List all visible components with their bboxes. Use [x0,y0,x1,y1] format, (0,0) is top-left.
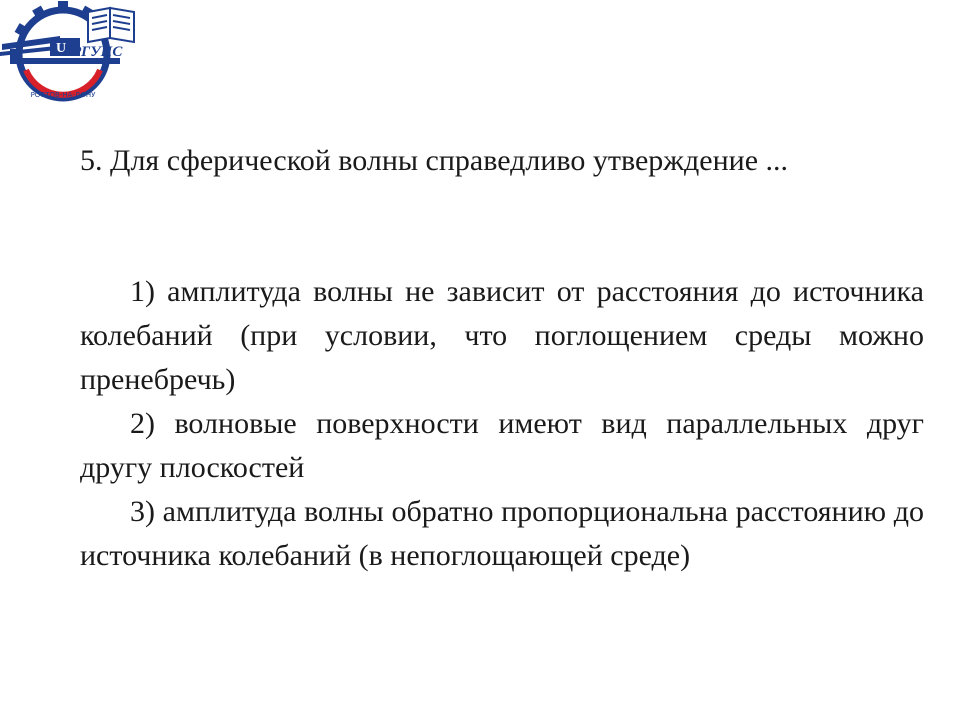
answer-option-1: 1) амплитуда волны не зависит от расстояния до источника колебаний (при условии, что поглощением среды можно пренебречь) [80,275,924,396]
logo-text: РГУПС [72,44,123,60]
answer-option-2: 2) волновые поверхности имеют вид параллельных друг другу плоскостей [80,407,924,484]
logo-letter: U [56,41,67,56]
logo-ring-text: РОСТОВ-НА-ДОНУ [30,91,96,99]
question-text: 5. Для сферической волны справедливо утверждение ... [80,144,789,177]
answer-options [80,270,924,578]
university-logo [0,0,140,108]
answer-option-3: 3) амплитуда волны обратно пропорциональна расстоянию до источника колебаний (в непоглощающей среде) [80,495,924,572]
